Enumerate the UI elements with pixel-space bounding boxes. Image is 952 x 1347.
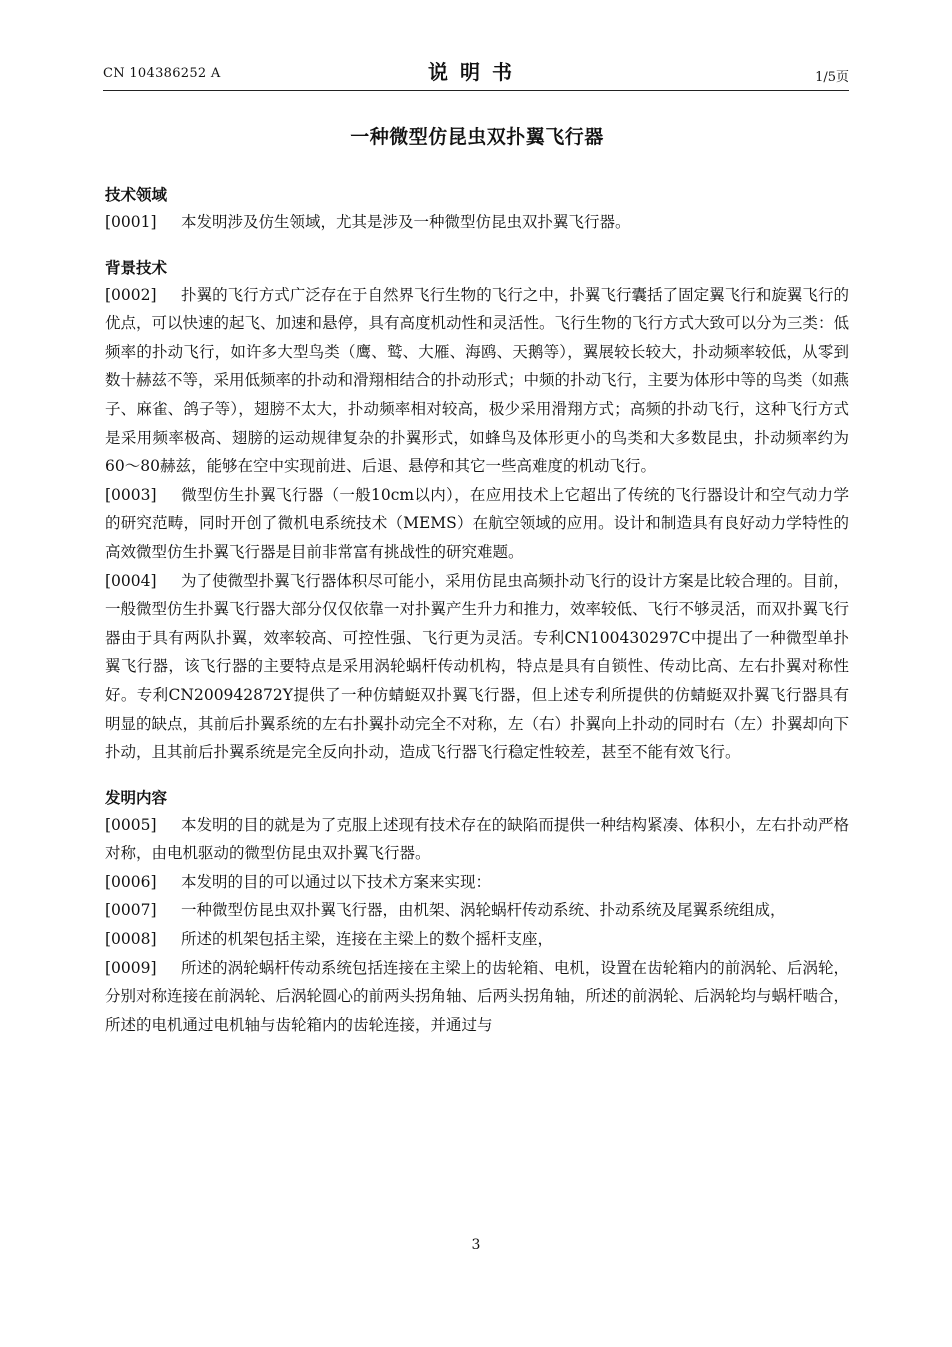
document-type: 说明书 [428,60,524,84]
page-header [103,56,849,91]
page-indicator: 1/5页 [815,70,849,85]
page-number: 3 [471,1237,481,1253]
paragraph-text: 一种微型仿昆虫双扑翼飞行器，由机架、涡轮蜗杆传动系统、扑动系统及尾翼系统组成， [181,901,786,920]
paragraph [105,925,849,954]
paragraph-number: [0007] [105,901,157,920]
paragraph-text: 本发明涉及仿生领域，尤其是涉及一种微型仿昆虫双扑翼飞行器。 [181,213,631,231]
paragraph-number: [0002] [105,285,157,304]
paragraph [105,208,849,237]
section-heading: 技术领域 [105,186,168,204]
paragraph-text: 所述的涡轮蜗杆传动系统包括连接在主梁上的齿轮箱、电机，设置在齿轮箱内的前涡轮、后涡轮，分别对称连接在前涡轮、后涡轮圆心的前两头拐角轴、后两头拐角轴，所述的前涡轮、后涡轮均与蜗杆啮合，所述的电机通过电机轴与齿轮箱内的齿轮连接，并通过与 [105,958,850,1034]
paragraph [105,281,849,481]
paragraph-number: [0009] [105,958,157,977]
paragraph [105,868,849,897]
paragraph-number: [0006] [105,872,157,891]
section-technical-field [105,183,849,237]
paragraph [105,481,849,567]
paragraph-text: 本发明的目的就是为了克服上述现有技术存在的缺陷而提供一种结构紧凑、体积小，左右扑动严格对称，由电机驱动的微型仿昆虫双扑翼飞行器。 [105,815,849,863]
paragraph [105,896,849,925]
paragraph-text: 扑翼的飞行方式广泛存在于自然界飞行生物的飞行之中，扑翼飞行囊括了固定翼飞行和旋翼飞行的优点，可以快速的起飞、加速和悬停，具有高度机动性和灵活性。飞行生物的飞行方式大致可以分为三类：低频率的扑动飞行，如许多大型鸟类（鹰、鹫、大雁、海鸥、天鹅等），翼展较长较大，扑动频率较低，从零到数十赫兹不等，采用低频率的扑动和滑翔相结合的扑动形式；中频的扑动飞行，主要为体形中等的鸟类（如燕子、麻雀、鸽子等），翅膀不太大，扑动频率相对较高，极少采用滑翔方式；高频的扑动飞行，这种飞行方式是采用频率极高、翅膀的运动规律复杂的扑翼形式，如蜂鸟及体形更小的鸟类和大多数昆虫，扑动频率约为60～80赫兹，能够在空中实现前进、后退、悬停和其它一些高难度的机动飞行。 [105,285,850,476]
paragraph [105,811,849,868]
paragraph-text: 所述的机架包括主梁，连接在主梁上的数个摇杆支座， [181,930,554,949]
paragraph-text: 为了使微型扑翼飞行器体积尽可能小，采用仿昆虫高频扑动飞行的设计方案是比较合理的。目前，一般微型仿生扑翼飞行器大部分仅仅依靠一对扑翼产生升力和推力，效率较低、飞行不够灵活，而双扑翼飞行器由于具有两队扑翼，效率较高、可控性强、飞行更为灵活。专利CN100430297C中提出了一种微型单扑翼飞行器，该飞行器的主要特点是采用涡轮蜗杆传动机构，特点是具有自锁性、传动比高、左右扑翼对称性好。专利CN200942872Y提供了一种仿蜻蜓双扑翼飞行器，但上述专利所提供的仿蜻蜓双扑翼飞行器具有明显的缺点，其前后扑翼系统的左右扑翼扑动完全不对称，左（右）扑翼向上扑动的同时右（左）扑翼却向下扑动，且其前后扑翼系统是完全反向扑动，造成飞行器飞行稳定性较差，甚至不能有效飞行。 [105,571,850,762]
section-summary [105,786,849,1040]
paragraph-number: [0001] [105,213,157,231]
paragraph-text: 本发明的目的可以通过以下技术方案来实现： [181,872,492,891]
paragraph [105,954,849,1040]
section-background [105,256,849,767]
paragraph [105,567,849,767]
paragraph-number: [0004] [105,571,157,590]
paragraph-number: [0005] [105,815,157,834]
paragraph-number: [0003] [105,485,157,504]
paragraph-number: [0008] [105,930,157,949]
section-heading: 背景技术 [105,258,168,277]
section-heading: 发明内容 [105,788,168,807]
document-number: CN 104386252 A [103,66,221,81]
paragraph-text: 微型仿生扑翼飞行器（一般10cm以内），在应用技术上它超出了传统的飞行器设计和空气动力学的研究范畴，同时开创了微机电系统技术（MEMS）在航空领域的应用。设计和制造具有良好动力学特性的高效微型仿生扑翼飞行器是目前非常富有挑战性的研究难题。 [105,485,849,561]
document-body [105,122,849,1039]
document-title: 一种微型仿昆虫双扑翼飞行器 [350,126,604,148]
